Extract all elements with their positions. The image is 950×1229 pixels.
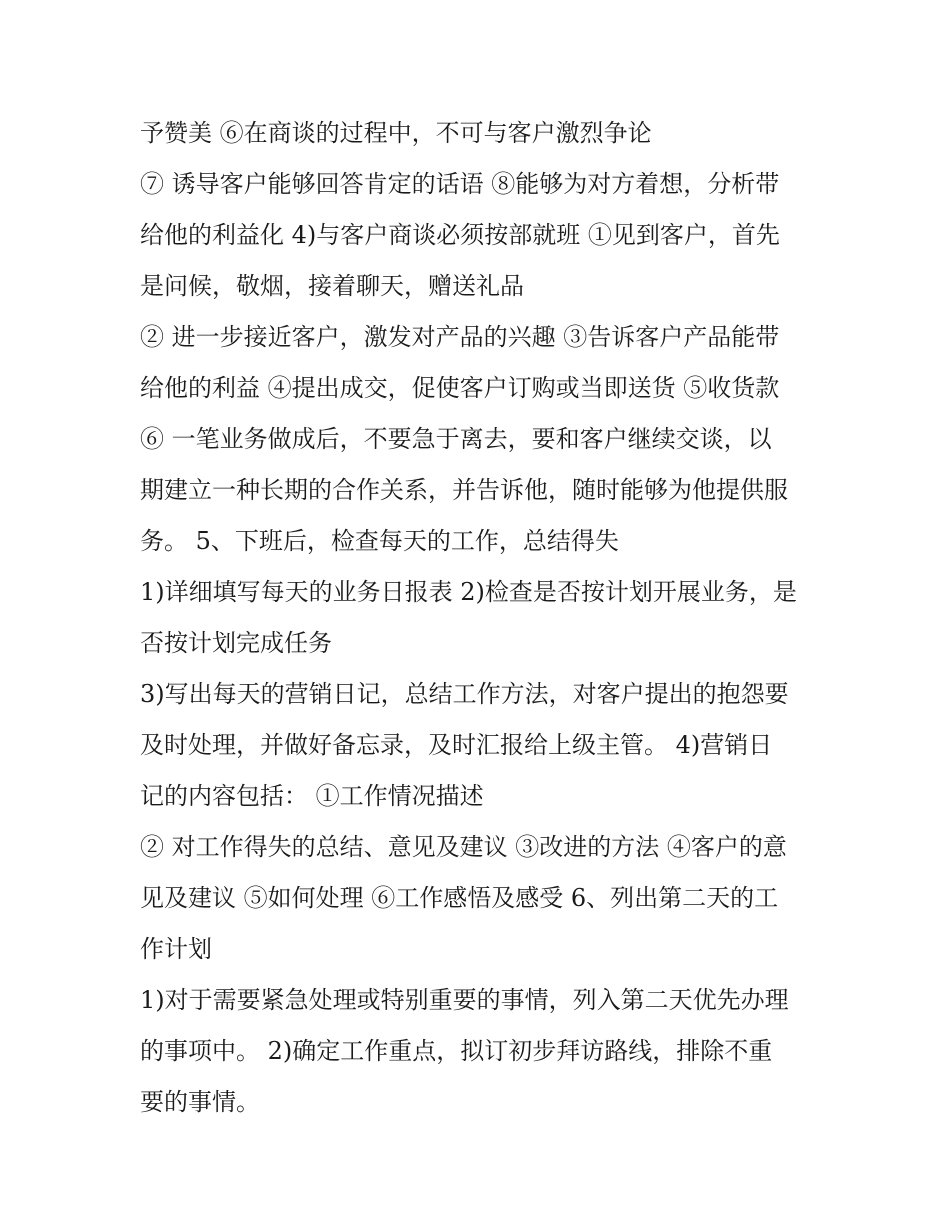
text-line: ⑥ 一笔业务做成后，不要急于离去，要和客户继续交谈，以 xyxy=(140,425,772,453)
text-line: 是问候，敬烟，接着聊天，赠送礼品 xyxy=(140,272,524,300)
text-line: 否按计划完成任务 xyxy=(140,629,332,657)
text-line: 务。 5、下班后，检查每天的工作，总结得失 xyxy=(140,527,619,555)
text-line: ② 对工作得失的总结、意见及建议 ③改进的方法 ④客户的意 xyxy=(140,833,787,861)
text-line: 1)对于需要紧急处理或特别重要的事情，列入第二天优先办理 xyxy=(140,986,789,1014)
text-line: 的事项中。 2)确定工作重点，拟订初步拜访路线，排除不重 xyxy=(140,1037,773,1065)
text-line: 作计划 xyxy=(140,935,212,963)
text-line: 见及建议 ⑤如何处理 ⑥工作感悟及感受 6、列出第二天的工 xyxy=(140,884,779,912)
text-line: 给他的利益化 4)与客户商谈必须按部就班 ①见到客户，首先 xyxy=(140,221,780,249)
text-line: 及时处理，并做好备忘录，及时汇报给上级主管。 4)营销日 xyxy=(140,731,773,759)
text-line: 要的事情。 xyxy=(140,1088,260,1116)
text-line: 1)详细填写每天的业务日报表 2)检查是否按计划开展业务，是 xyxy=(140,578,797,606)
text-line: ② 进一步接近客户，激发对产品的兴趣 ③告诉客户产品能带 xyxy=(140,323,780,351)
text-line: 记的内容包括： ①工作情况描述 xyxy=(140,782,484,810)
document-body xyxy=(140,108,830,1128)
text-line: ⑦ 诱导客户能够回答肯定的话语 ⑧能够为对方着想，分析带 xyxy=(140,170,780,198)
text-line: 给他的利益 ④提出成交，促使客户订购或当即送货 ⑤收货款 xyxy=(140,374,780,402)
text-line: 期建立一种长期的合作关系，并告诉他，随时能够为他提供服 xyxy=(140,476,788,504)
text-line: 予赞美 ⑥在商谈的过程中，不可与客户激烈争论 xyxy=(140,119,652,147)
text-line: 3)写出每天的营销日记，总结工作方法，对客户提出的抱怨要 xyxy=(140,680,789,708)
